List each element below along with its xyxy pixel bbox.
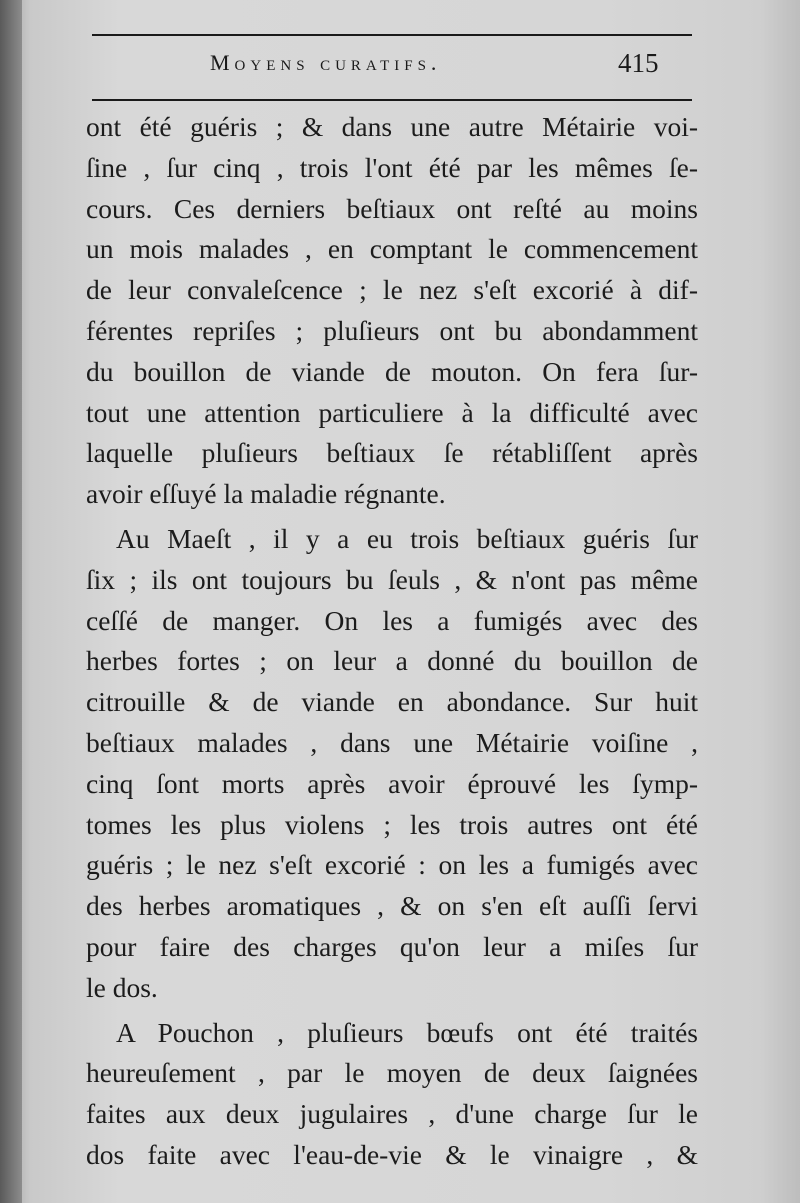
book-gutter	[0, 0, 22, 1203]
text-line: le dos.	[86, 971, 158, 1003]
text-line: tomes les plus violens ; les trois autres ont été	[86, 808, 698, 840]
text-line: beſtiaux malades , dans une Métairie voiſine ,	[86, 726, 698, 758]
header-rule-bottom	[92, 99, 692, 101]
text-line: férentes repriſes ; pluſieurs ont bu abondamment	[86, 314, 698, 346]
text-line: herbes fortes ; on leur a donné du bouillon de	[86, 645, 698, 677]
text-line: ont été guéris ; & dans une autre Métairie voi-	[86, 111, 698, 142]
page-number: 415	[618, 48, 659, 78]
text-line: laquelle pluſieurs beſtiaux ſe rétabliſſent après	[86, 437, 698, 469]
text-line: ſix ; ils ont toujours bu ſeuls , & n'ont pas même	[86, 563, 698, 595]
text-line: cinq ſont morts après avoir éprouvé les ſymp-	[86, 767, 698, 799]
text-line: des herbes aromatiques , & on s'en eſt auſſi ſervi	[86, 890, 698, 922]
text-line: Au Maeſt , il y a eu trois beſtiaux guéris ſur	[116, 522, 698, 554]
text-line: guéris ; le nez s'eſt excorié : on les a fumigés avec	[86, 849, 698, 881]
text-line: faites aux deux jugulaires , d'une charge ſur le	[86, 1098, 698, 1130]
text-line: citrouille & de viande en abondance. Sur huit	[86, 686, 698, 718]
paragraph-2	[86, 519, 698, 1009]
text-line: A Pouchon , pluſieurs bœufs ont été traités	[116, 1016, 698, 1048]
paragraph-3	[86, 1013, 698, 1176]
text-line: de leur convaleſcence ; le nez s'eſt excorié à dif-	[86, 274, 698, 306]
body-text	[86, 107, 698, 1176]
text-line: ceſſé de manger. On les a fumigés avec des	[86, 604, 698, 636]
text-line: du bouillon de viande de mouton. On fera ſur-	[86, 355, 698, 387]
header-rule-top	[92, 34, 692, 36]
text-line: heureuſement , par le moyen de deux ſaignées	[86, 1057, 698, 1089]
text-line: un mois malades , en comptant le commencement	[86, 233, 698, 265]
text-line: avoir eſſuyé la maladie régnante.	[86, 478, 446, 510]
text-line: tout une attention particuliere à la difficulté avec	[86, 396, 698, 428]
text-line: ſine , ſur cinq , trois l'ont été par les mêmes ſe-	[86, 151, 698, 183]
text-line: dos faite avec l'eau-de-vie & le vinaigre , &	[86, 1138, 698, 1170]
text-line: cours. Ces derniers beſtiaux ont reſté au moins	[86, 192, 698, 224]
text-line: pour faire des charges qu'on leur a miſes ſur	[86, 930, 698, 962]
running-head: Moyens curatifs.	[210, 50, 442, 75]
paragraph-1	[86, 107, 698, 515]
